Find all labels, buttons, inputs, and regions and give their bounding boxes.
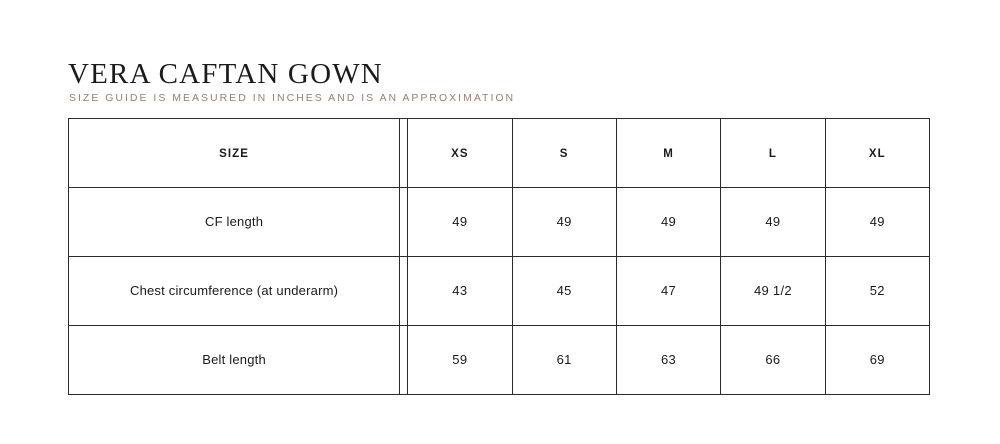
value-cell-l [721,188,825,257]
value-m: 63 [661,352,677,367]
value-cell-m [616,326,720,395]
value-s: 45 [556,283,572,298]
table-header-row [69,119,930,188]
size-chart-container [68,118,930,395]
value-cell-xl [825,326,929,395]
row-spacer-cell [400,326,408,395]
value-l: 66 [765,352,781,367]
value-cell-s [512,188,616,257]
header-cell-spacer [400,119,408,188]
row-label-cell [69,326,400,395]
value-cell-xs [408,326,512,395]
header-cell-l [721,119,825,188]
header-label-xl: XL [868,148,886,160]
value-xl: 52 [869,283,885,298]
value-cell-s [512,326,616,395]
value-cell-m [616,188,720,257]
value-xs: 43 [452,283,468,298]
header-cell-measurement [69,119,400,188]
page-subtitle: SIZE GUIDE IS MEASURED IN INCHES AND IS AN APPROXIMATION [69,92,516,104]
row-spacer-cell [400,188,408,257]
value-xl: 49 [869,214,885,229]
value-m: 47 [661,283,677,298]
row-label: Chest circumference (at underarm) [129,283,339,298]
value-cell-xl [825,188,929,257]
value-xs: 49 [452,214,468,229]
table-row [69,257,930,326]
value-cell-s [512,257,616,326]
header-label-xs: XS [451,148,469,160]
header-cell-m [616,119,720,188]
size-chart-table [68,118,930,395]
value-xs: 59 [452,352,468,367]
row-label-cell [69,188,400,257]
value-cell-m [616,257,720,326]
value-l: 49 [765,214,781,229]
row-label: Belt length [202,352,266,367]
value-cell-l [721,326,825,395]
value-cell-xs [408,188,512,257]
value-m: 49 [661,214,677,229]
value-s: 61 [556,352,572,367]
table-row [69,326,930,395]
row-label: CF length [204,214,264,229]
header-label-size: SIZE [219,148,250,160]
value-xl: 69 [869,352,885,367]
row-spacer-cell [400,257,408,326]
table-row [69,188,930,257]
header-cell-xl [825,119,929,188]
header-label-s: S [559,148,569,160]
value-cell-l [721,257,825,326]
row-label-cell [69,257,400,326]
page-title: VERA CAFTAN GOWN [68,58,383,90]
value-s: 49 [556,214,572,229]
value-cell-xs [408,257,512,326]
value-cell-xl [825,257,929,326]
header-cell-s [512,119,616,188]
header-label-l: L [768,148,777,160]
value-l: 49 1/2 [753,283,792,298]
header-cell-xs [408,119,512,188]
header-label-m: M [663,148,674,160]
